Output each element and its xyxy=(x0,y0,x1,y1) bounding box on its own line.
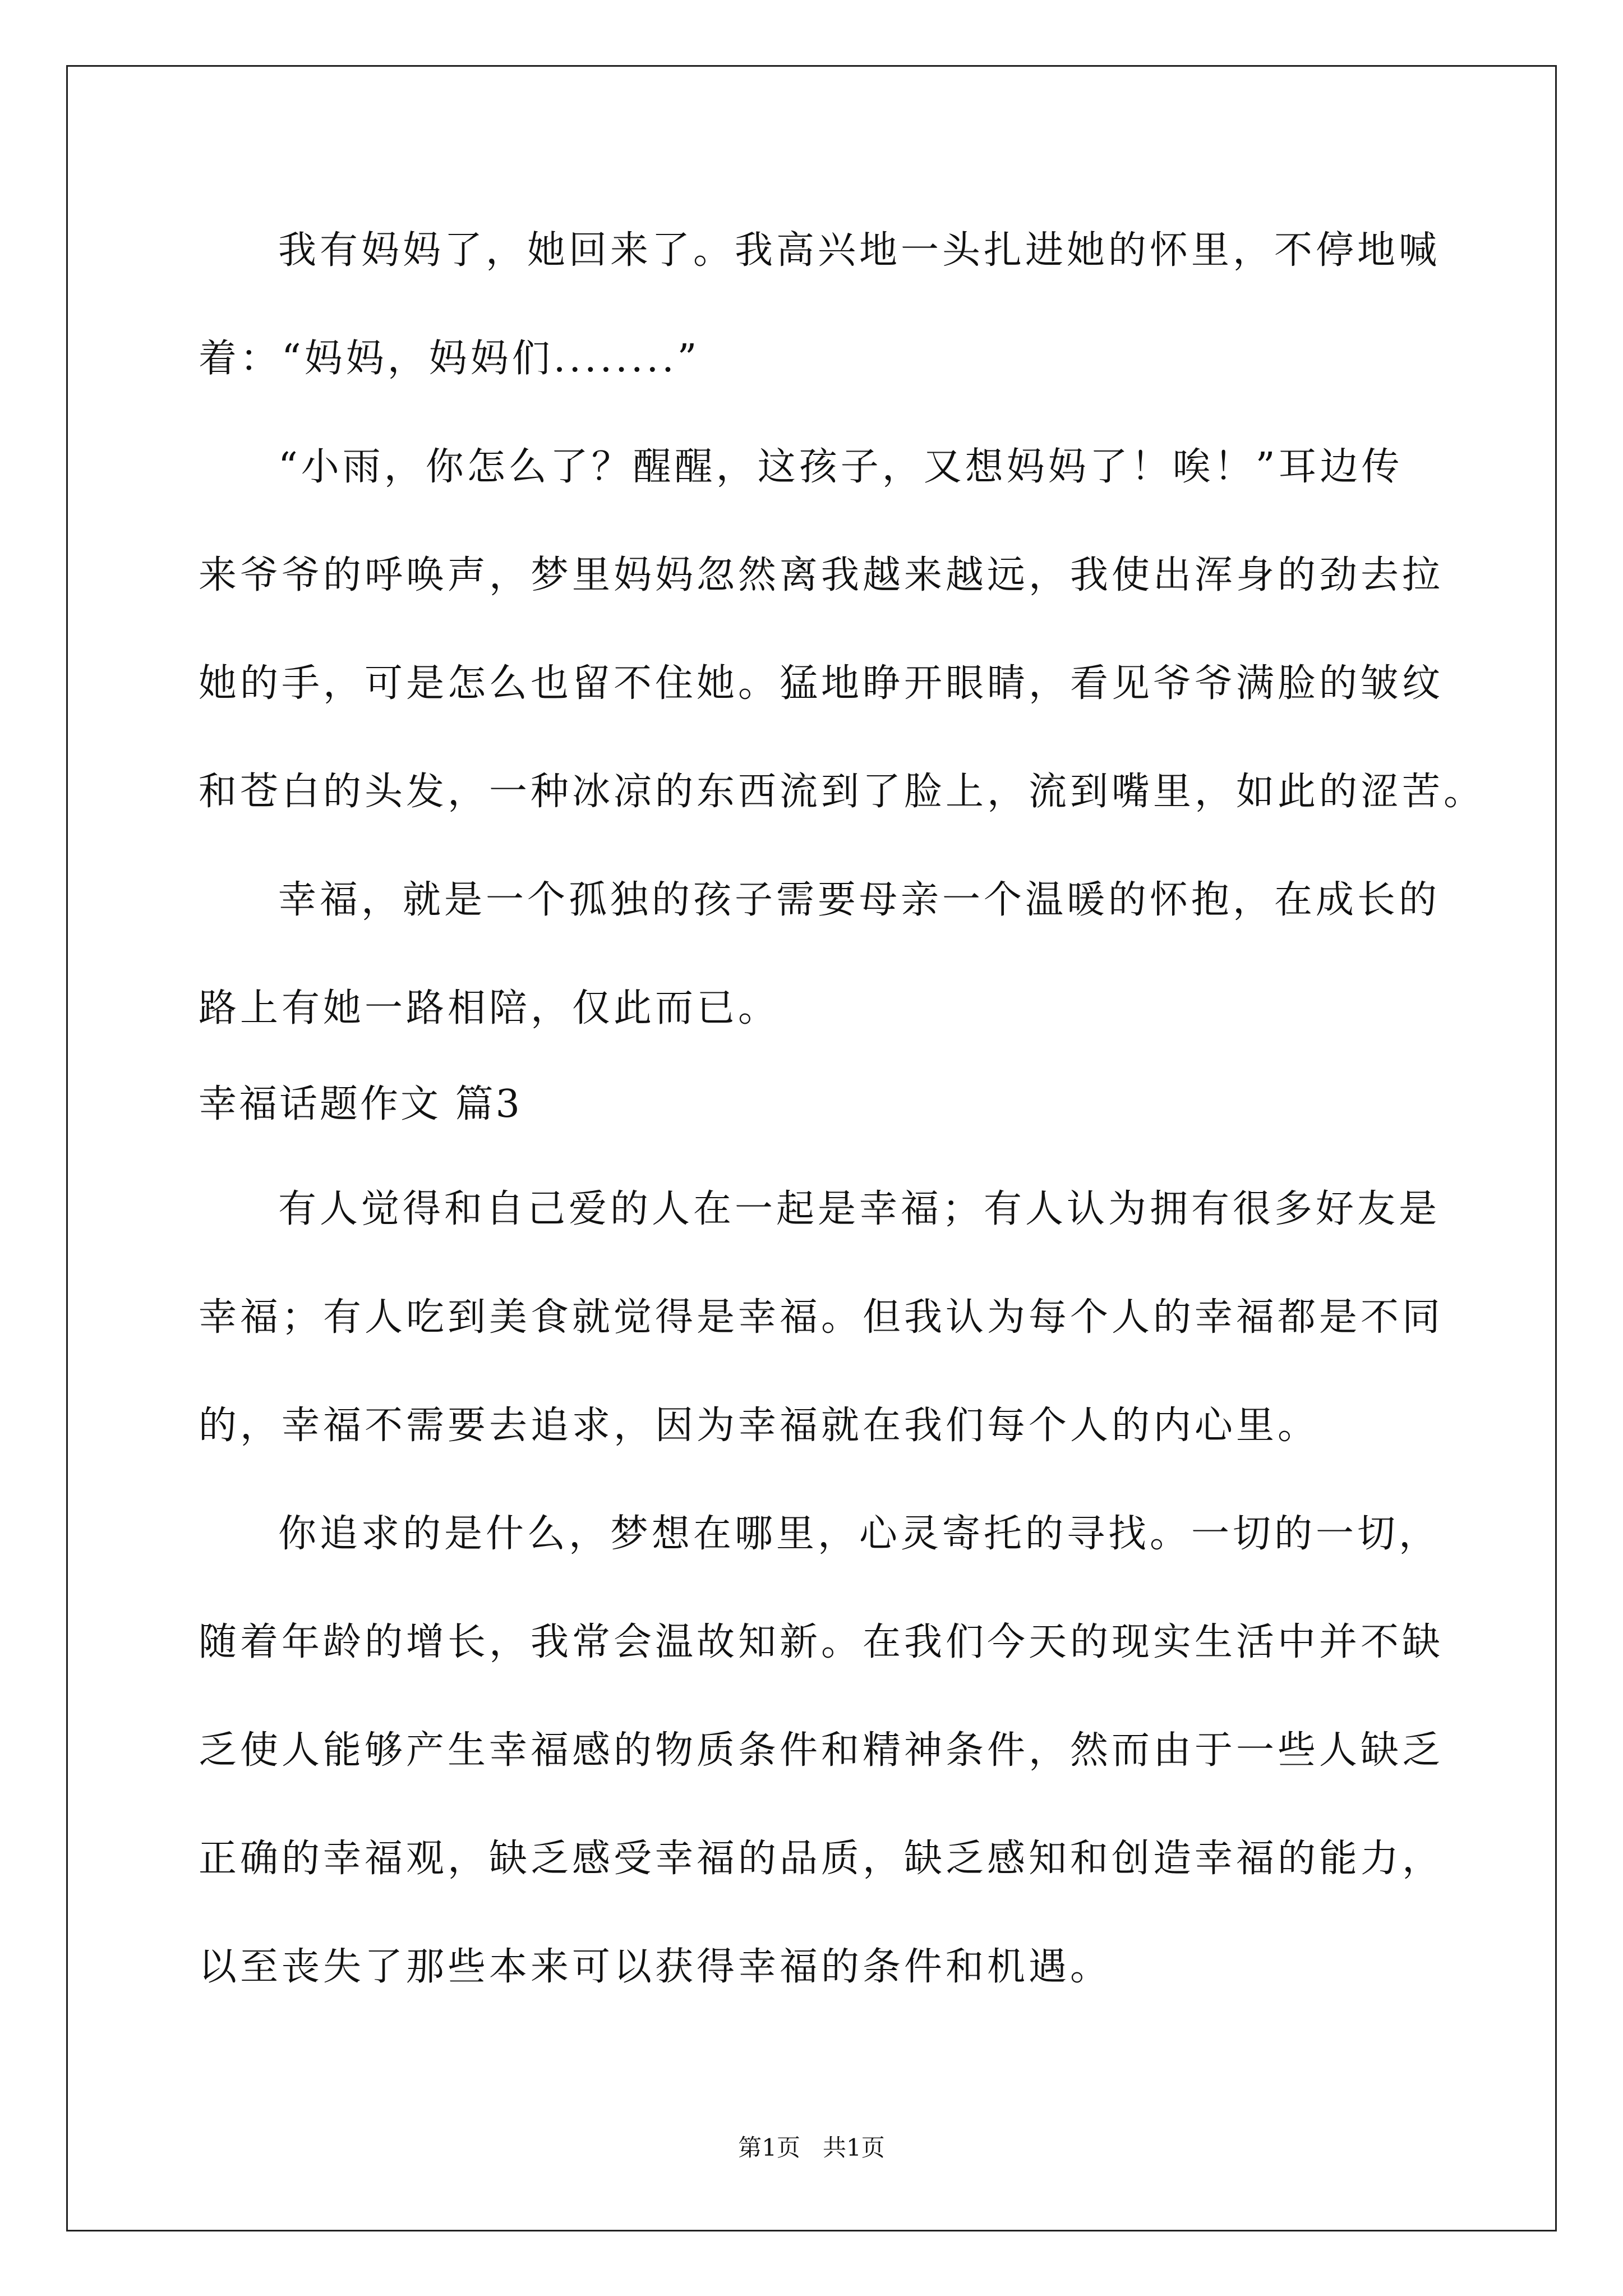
paragraph-line: 有人觉得和自己爱的人在一起是幸福；有人认为拥有很多好友是 xyxy=(278,1187,1441,1231)
paragraph-line: 我有妈妈了，她回来了。我高兴地一头扎进她的怀里，不停地喊 xyxy=(278,228,1441,273)
paragraph-line: 和苍白的头发，一种冰凉的东西流到了脸上，流到嘴里，如此的涩苦。 xyxy=(199,770,1486,814)
paragraph-line: “小雨，你怎么了？醒醒，这孩子，又想妈妈了！唉！”耳边传 xyxy=(278,445,1403,489)
paragraph-line: 的，幸福不需要去追求，因为幸福就在我们每个人的内心里。 xyxy=(199,1404,1320,1448)
paragraph-line: 她的手，可是怎么也留不住她。猛地睁开眼睛，看见爷爷满脸的皱纹 xyxy=(199,661,1444,706)
paragraph-line: 来爷爷的呼唤声，梦里妈妈忽然离我越来越远，我使出浑身的劲去拉 xyxy=(199,553,1444,597)
paragraph-line: 随着年龄的增长，我常会温故知新。在我们今天的现实生活中并不缺 xyxy=(199,1620,1444,1664)
paragraph-line: 以至丧失了那些本来可以获得幸福的条件和机遇。 xyxy=(199,1945,1112,1989)
paragraph-line: 乏使人能够产生幸福感的物质条件和精神条件，然而由于一些人缺乏 xyxy=(199,1728,1444,1773)
paragraph-line: 正确的幸福观，缺乏感受幸福的品质，缺乏感知和创造幸福的能力， xyxy=(199,1837,1444,1881)
page-footer: 第1页 共1页 xyxy=(738,2134,885,2161)
page-border xyxy=(66,65,1557,2231)
paragraph-line: 你追求的是什么，梦想在哪里，心灵寄托的寻找。一切的一切， xyxy=(278,1512,1441,1556)
section-heading: 幸福话题作文 篇3 xyxy=(199,1082,522,1126)
paragraph-line: 幸福，就是一个孤独的孩子需要母亲一个温暖的怀抱，在成长的 xyxy=(278,878,1441,922)
paragraph-line: 幸福；有人吃到美食就觉得是幸福。但我认为每个人的幸福都是不同 xyxy=(199,1295,1444,1340)
paragraph-line: 路上有她一路相陪，仅此而已。 xyxy=(199,986,780,1030)
paragraph-line: 着：“妈妈，妈妈们........” xyxy=(199,337,700,381)
